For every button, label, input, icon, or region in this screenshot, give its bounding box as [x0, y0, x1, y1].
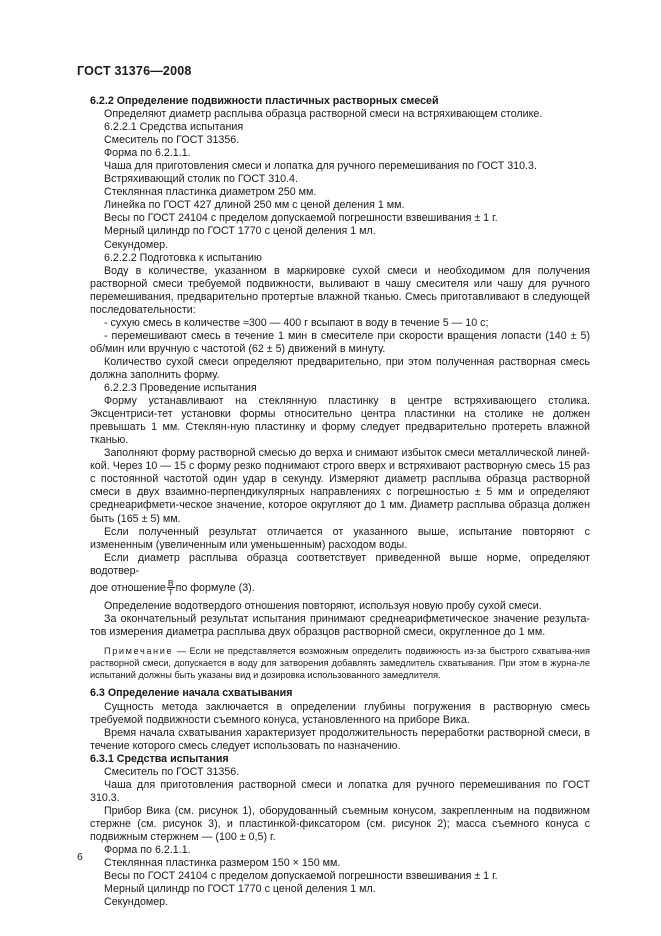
paragraph: Форму устанавливают на стеклянную пластинку в центре встряхивающего столика. Эксцентриси-тет установки формы относительно центра пластинки на столике не должен превышать 1 мм. Стеклян-ную пластинку и форму следует предварительно протереть влажной тканью.: [90, 395, 590, 447]
paragraph: Заполняют форму растворной смесью до верха и снимают избыток смеси металлической линей-кой. Через 10 — 15 с форму резко поднимают строго вверх и встряхивают растворную смесь 15 раз с постоянной частотой один удар в секунду. Измеряют диаметр расплыва образца растворной смеси в двух взаимно-перпендикулярных направлениях с погрешностью ± 5 мм и определяют среднеарифмети-ческое значение, которое округляют до 1 мм. Диаметр расплыва образца должен быть (165 ± 5) мм.: [90, 447, 590, 525]
equipment-item: Секундомер.: [104, 238, 169, 251]
paragraph: Определение водотвердого отношения повторяют, используя новую пробу сухой смеси.: [104, 599, 542, 612]
page-content: [90, 95, 590, 909]
paragraph: За окончательный результат испытания принимают среднеарифметическое значение результа-тов измерения диаметра расплыва двух образцов растворной смеси, округленное до 1 мм.: [90, 612, 590, 638]
page-number: 6: [77, 851, 83, 863]
paragraph: Количество сухой смеси определяют предварительно, при этом полученная растворная смесь должна заполнить форму.: [90, 355, 590, 381]
note-text: — Если не представляется возможным определить подвижность из-за быстрого схватыва-ния растворной смеси, допускается в воду для затворения добавлять замедлитель схватывания. При этом в журна-ле испытаний должны быть указаны вид и дозировка использованного замедлителя.: [90, 645, 590, 681]
paragraph: Воду в количестве, указанном в маркировке сухой смеси и необходимом для получения растворной смеси требуемой подвижности, выливают в чашу смесителя или чашу для ручного перемешивания, предварительно протертые влажной тканью. Смесь приготавливают в следующей последовательности:: [90, 264, 590, 316]
equipment-item: Прибор Вика (см. рисунок 1), оборудованный съемным конусом, закрепленным на подвижном стержне (см. рисунок 3), и пластинкой-фиксатором (см. рисунок 2); масса съемного конуса с подвижным стержнем — (100 ± 0,5) г.: [90, 804, 590, 843]
note: [90, 645, 590, 682]
equipment-item: Стеклянная пластинка размером 150 × 150 мм.: [104, 857, 341, 870]
equipment-item: Мерный цилиндр по ГОСТ 1770 с ценой деления 1 мл.: [104, 883, 376, 896]
equipment-item: Весы по ГОСТ 24104 с пределом допускаемой погрешности взвешивания ± 1 г.: [104, 212, 498, 225]
equipment-item: Встряхивающий столик по ГОСТ 310.4.: [104, 173, 298, 186]
paragraph: Определяют диаметр расплыва образца растворной смеси на встряхивающем столике.: [104, 108, 543, 121]
equipment-item: Смеситель по ГОСТ 31356.: [104, 134, 240, 147]
paragraph: Сущность метода заключается в определении глубины погружения в растворную смесь требуемой подвижности съемного конуса, установленного на приборе Вика.: [90, 700, 590, 726]
water-solid-ratio-fraction: [167, 579, 175, 597]
fraction-numerator: В: [167, 577, 174, 588]
subsection-title: 6.2.2.2 Подготовка к испытанию: [104, 251, 262, 264]
equipment-item: Форма по 6.2.1.1.: [104, 147, 191, 160]
equipment-item: Форма по 6.2.1.1.: [104, 844, 191, 857]
equipment-item: Мерный цилиндр по ГОСТ 1770 с ценой деления 1 мл.: [104, 225, 376, 238]
subsection-title-6-3-1: 6.3.1 Средства испытания: [90, 752, 229, 765]
paragraph: Если полученный результат отличается от указанного выше, испытание повторяют с измененным (увеличенным или уменьшенным) расходом воды.: [90, 525, 590, 551]
subsection-title: 6.2.2.1 Средства испытания: [104, 121, 244, 134]
formula-line: [90, 579, 590, 597]
formula-text-before: дое отношение: [90, 581, 166, 594]
subsection-title: 6.2.2.3 Проведение испытания: [104, 382, 257, 395]
section-heading-6-3: 6.3 Определение начала схватывания: [90, 687, 293, 700]
list-item: - сухую смесь в количестве ≈300 — 400 г всыпают в воду в течение 5 — 10 с;: [104, 316, 489, 329]
document-header: ГОСТ 31376—2008: [77, 64, 192, 78]
equipment-item: Линейка по ГОСТ 427 длиной 250 мм с ценой деления 1 мм.: [104, 199, 405, 212]
list-item: - перемешивают смесь в течение 1 мин в смесителе при скорости вращения лопасти (140 ± 5) об/мин или вручную с частотой (62 ± 5) движений в минуту.: [90, 329, 590, 355]
equipment-item: Чаша для приготовления смеси и лопатка для ручного перемешивания по ГОСТ 310.3.: [104, 160, 537, 173]
formula-text-after: по формуле (3).: [175, 581, 255, 594]
equipment-item: Весы по ГОСТ 24104 с пределом допускаемой погрешности взвешивания ± 1 г.: [104, 870, 498, 883]
fraction-denominator: Т: [168, 587, 174, 598]
equipment-item: Стеклянная пластинка диаметром 250 мм.: [104, 186, 317, 199]
equipment-item: Чаша для приготовления растворной смеси и лопатка для ручного перемешивания по ГОСТ 310.3.: [90, 778, 590, 804]
equipment-item: Секундомер.: [104, 896, 169, 909]
note-label: Примечание: [104, 645, 174, 656]
paragraph: Если диаметр расплыва образца соответствует приведенной выше норме, определяют водотвер-: [90, 551, 590, 577]
paragraph: Время начала схватывания характеризует продолжительность переработки растворной смеси, в течение которого смесь следует использовать по назначению.: [90, 726, 590, 752]
section-heading-6-2-2: 6.2.2 Определение подвижности пластичных растворных смесей: [90, 95, 439, 107]
equipment-item: Смеситель по ГОСТ 31356.: [104, 765, 240, 778]
